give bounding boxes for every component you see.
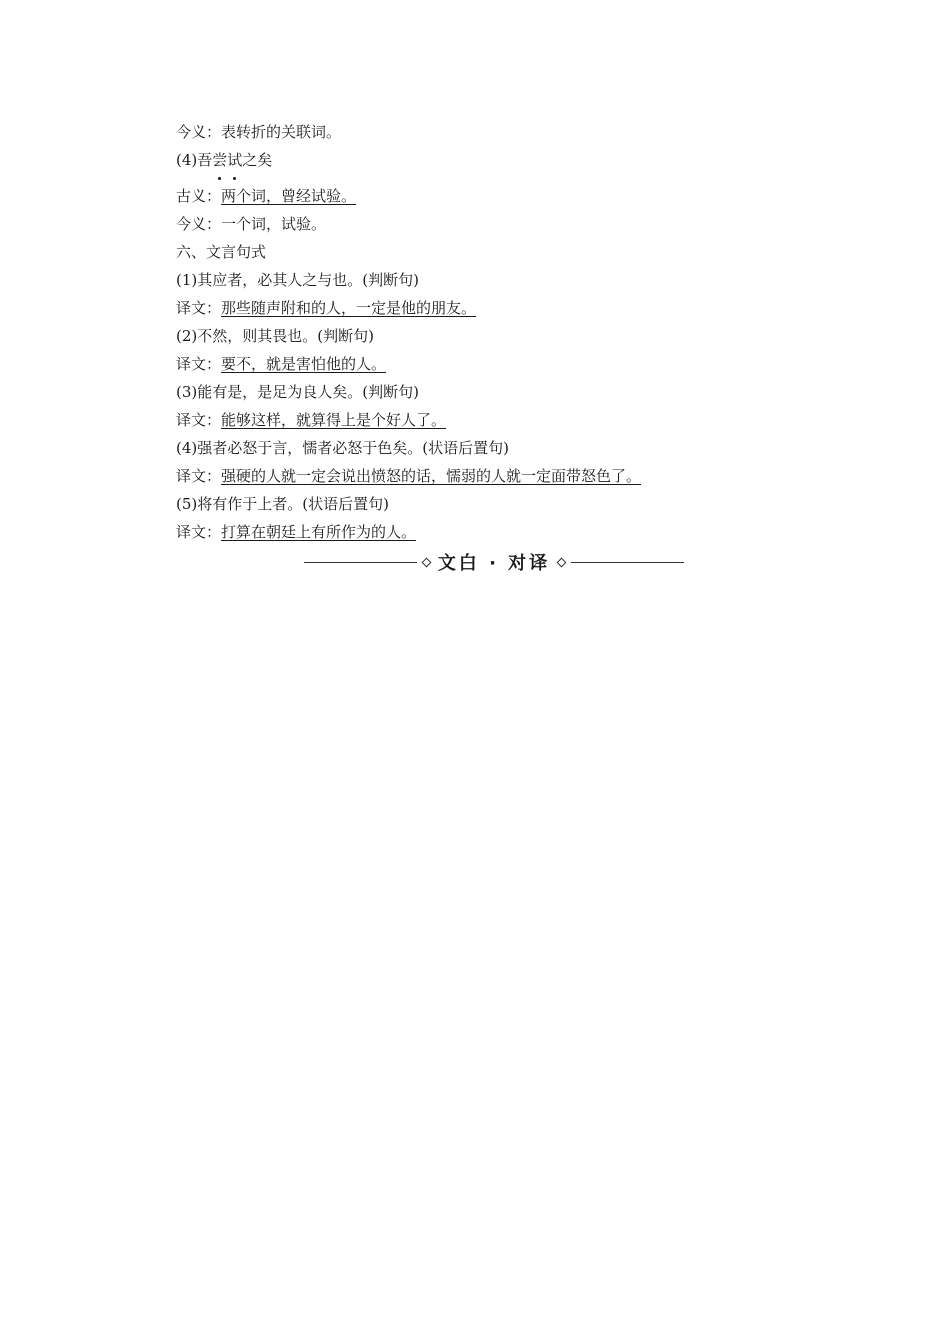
line-label: 今义：: [176, 123, 222, 141]
line-text: 能有是，是足为良人矣。(判断句): [197, 383, 419, 401]
line-label: (1): [176, 271, 198, 289]
line-text: 其应者，必其人之与也。(判断句): [197, 271, 419, 289]
line-label: (4): [176, 151, 198, 169]
line-label: 译文：: [176, 523, 222, 541]
line-label: 今义：: [176, 215, 222, 233]
divider-rule-left: [304, 562, 417, 563]
text-line: [176, 350, 796, 378]
line-label: 译文：: [176, 355, 222, 373]
answer-text: 两个词，曾经试验。: [221, 187, 357, 205]
text-line: [176, 518, 796, 546]
text-line: [176, 462, 796, 490]
answer-text: 打算在朝廷上有所作为的人。: [221, 523, 417, 541]
answer-text: 能够这样，就算得上是个好人了。: [221, 411, 447, 429]
text-line: [176, 146, 796, 182]
text-line: [176, 406, 796, 434]
text-line: [176, 378, 796, 406]
text-line: [176, 182, 796, 210]
line-label: (3): [176, 383, 198, 401]
text-line: [176, 434, 796, 462]
text-line: [176, 490, 796, 518]
line-label: 译文：: [176, 299, 222, 317]
line-label: (2): [176, 327, 198, 345]
section-divider: [304, 548, 684, 576]
line-text: 将有作于上者。(状语后置句): [197, 495, 389, 513]
line-text: 之矣: [242, 151, 273, 169]
line-label: 译文：: [176, 411, 222, 429]
line-text: 一个词，试验。: [221, 215, 327, 233]
line-label: 译文：: [176, 467, 222, 485]
answer-text: 那些随声附和的人，一定是他的朋友。: [221, 299, 477, 317]
emphasized-char: 试: [227, 146, 242, 174]
answer-text: 强硬的人就一定会说出愤怒的话，懦弱的人就一定面带怒色了。: [221, 467, 642, 485]
text-line: [176, 322, 796, 350]
line-text: 吾: [197, 151, 213, 169]
text-line: [176, 210, 796, 238]
divider-rule-right: [571, 562, 684, 563]
line-label: 古义：: [176, 187, 222, 205]
line-text: 强者必怒于言，懦者必怒于色矣。(状语后置句): [197, 439, 509, 457]
divider-title: 文白 · 对译: [437, 553, 551, 574]
diamond-icon: [421, 557, 431, 567]
answer-text: 要不，就是害怕他的人。: [221, 355, 387, 373]
text-line: [176, 294, 796, 322]
line-text: 表转折的关联词。: [221, 123, 342, 141]
emphasized-char: 尝: [212, 146, 227, 174]
heading-text: 六、文言句式: [176, 243, 267, 261]
document-body: [176, 118, 796, 546]
line-label: (4): [176, 439, 198, 457]
text-line: [176, 266, 796, 294]
line-label: (5): [176, 495, 198, 513]
section-heading: [176, 238, 796, 266]
diamond-icon: [557, 557, 567, 567]
text-line: [176, 118, 796, 146]
line-text: 不然，则其畏也。(判断句): [197, 327, 374, 345]
